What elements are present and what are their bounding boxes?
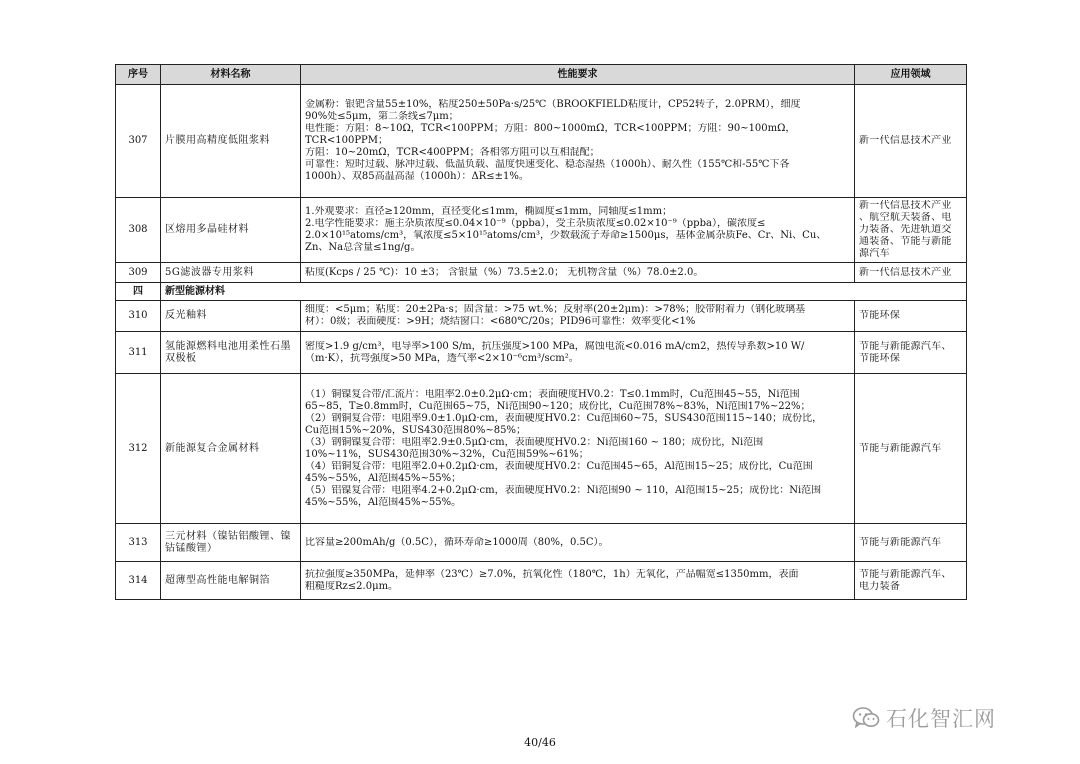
row-spec	[301, 301, 855, 332]
row-seq: 307	[116, 85, 161, 198]
spec-line: 1.外观要求：直径≥120mm，直径变化≤1mm，椭圆度≤1mm，同轴度≤1mm；	[305, 206, 673, 217]
spec-line: 1000h）、双85高温高湿（1000h）：ΔR≤±1%。	[305, 171, 529, 182]
row-material-name: 5G滤波器专用浆料	[161, 263, 301, 283]
field-line: 通装备、节能与新能	[859, 236, 952, 247]
field-line: 节能环保	[859, 310, 901, 321]
table-row	[116, 524, 967, 562]
row-material-name: 超薄型高性能电解铜箔	[161, 562, 301, 600]
row-application-field	[855, 85, 967, 198]
row-spec	[301, 524, 855, 562]
spec-line: （m·K），抗弯强度>50 MPa，透气率<2×10⁻⁶cm³/scm²。	[305, 352, 579, 364]
spec-line: （4）铝铜复合带：电阻率2.0+0.2μΩ·cm，表面硬度HV0.2：Cu范围45~65，Al范围15~25；成份比，Cu范围	[305, 460, 813, 472]
table-row	[116, 374, 967, 524]
row-material-name: 反光釉料	[161, 301, 301, 332]
row-seq: 311	[116, 332, 161, 374]
watermark-text: 石化智汇网	[886, 707, 996, 731]
row-seq: 310	[116, 301, 161, 332]
spec-line: 2.电学性能要求：施主杂质浓度≤0.04×10⁻⁹（ppba），受主杂质浓度≤0.02×10⁻⁹（ppba），碳浓度≤	[305, 218, 766, 229]
spec-line: 电性能：方阻：8~10Ω，TCR<100PPM；方阻：800~1000mΩ，TCR<100PPM；方阻：90~100mΩ，	[305, 123, 796, 134]
row-spec	[301, 332, 855, 374]
table-row	[116, 85, 967, 198]
table-header-row	[116, 65, 967, 85]
row-spec	[301, 562, 855, 600]
field-line: 节能与新能源汽车	[859, 536, 942, 548]
row-spec	[301, 374, 855, 524]
row-seq: 312	[116, 374, 161, 524]
row-application-field	[855, 263, 967, 283]
spec-line: （5）铝镍复合带：电阻率4.2+0.2μΩ·cm，表面硬度HV0.2：Ni范围90 ~ 110，Al范围15~25；成份比：Ni范围	[305, 484, 822, 496]
row-seq: 309	[116, 263, 161, 283]
field-line: 节能与新能源汽车、	[859, 340, 952, 352]
spec-line: 90%处≤5μm，第二条线≤7μm；	[305, 111, 459, 122]
spec-line: 比容量≥200mAh/g（0.5C），循环寿命≥1000周（80%，0.5C）。	[305, 536, 609, 548]
row-application-field	[855, 562, 967, 600]
field-line: 、航空航天装备、电	[859, 212, 952, 223]
section-number: 四	[116, 283, 161, 301]
spec-line: （2）钢铜复合带：电阻率9.0±1.0μΩ·cm，表面硬度HV0.2：Cu范围60~75，SUS430范围115~140；成份比，	[305, 412, 823, 424]
spec-line: 粘度(Kcps / 25 ℃)：10 ±3； 含银量（%）73.5±2.0； 无机物含量（%）78.0±2.0。	[305, 266, 704, 278]
spec-line: 粗糙度Rz≤2.0μm。	[305, 580, 399, 592]
spec-line: 10%~11%，SUS430范围30%~32%，Cu范围59%~61%；	[305, 448, 589, 460]
row-application-field	[855, 332, 967, 374]
spec-line: 抗拉强度≥350MPa，延伸率（23℃）≥7.0%，抗氧化性（180℃，1h）无氧化，产品幅宽≤1350mm，表面	[305, 568, 799, 580]
row-application-field	[855, 198, 967, 263]
row-material-name: 新能源复合金属材料	[161, 374, 301, 524]
field-line: 新一代信息技术产业	[859, 200, 952, 211]
header-name: 材料名称	[161, 65, 301, 85]
row-seq: 308	[116, 198, 161, 263]
row-material-name: 区熔用多晶硅材料	[161, 198, 301, 263]
spec-line: 细度：<5μm；粘度：20±2Pa·s；固含量：>75 wt.%；反射率(20±2μm)：>78%；胶带附着力（钢化玻璃基	[305, 304, 806, 315]
spec-line: TCR<100PPM；	[305, 135, 389, 146]
spec-line: 方阻：10~20mΩ，TCR<400PPM；各相邻方阻可以互相混配；	[305, 147, 600, 158]
spec-line: 2.0×10¹⁵atoms/cm³，氧浓度≤5×10¹⁵atoms/cm³，少数载流子寿命≥1500μs，基体金属杂质Fe、Cr、Ni、Cu、	[305, 230, 827, 241]
spec-line: （3）钢铜镍复合带：电阻率2.9±0.5μΩ·cm，表面硬度HV0.2：Ni范围160 ~ 180；成份比，Ni范围	[305, 436, 764, 448]
row-material-name: 片膜用高精度低阻浆料	[161, 85, 301, 198]
spec-line: 材）：0级；表面硬度：>9H；烧结窗口：<680℃/20s；PID96可靠性：效率变化<1%	[305, 316, 696, 327]
section-title: 新型能源材料	[161, 283, 967, 301]
row-material-name: 三元材料（镍钴铝酸锂、镍钴锰酸锂）	[161, 524, 301, 562]
header-field: 应用领域	[855, 65, 967, 85]
row-spec	[301, 85, 855, 198]
spec-line: Zn、Na总含量≤1ng/g。	[305, 242, 421, 253]
table-row	[116, 263, 967, 283]
spec-line: 65~85，T≥0.8mm时，Cu范围65~75，Ni范围90~120；成份比，Cu范围78%~83%，Ni范围17%~22%；	[305, 400, 811, 412]
row-application-field	[855, 374, 967, 524]
field-line: 节能与新能源汽车	[859, 442, 942, 454]
row-seq: 313	[116, 524, 161, 562]
field-line: 新一代信息技术产业	[859, 266, 952, 278]
row-application-field	[855, 301, 967, 332]
spec-line: 45%~55%，Al范围45%~55%。	[305, 496, 462, 508]
field-line: 节能与新能源汽车、	[859, 568, 952, 580]
spec-line: 45%~55%，Al范围45%~55%；	[305, 472, 462, 484]
spec-line: （1）铜镍复合带/汇流片：电阻率2.0±0.2μΩ·cm；表面硬度HV0.2：T≤0.1mm时，Cu范围45~55，Ni范围	[305, 388, 800, 400]
header-seq: 序号	[116, 65, 161, 85]
table-row	[116, 301, 967, 332]
header-spec: 性能要求	[301, 65, 855, 85]
spec-line: 密度>1.9 g/cm³，电导率>100 S/m，抗压强度>100 MPa，腐蚀电流<0.016 mA/cm2，热传导系数>10 W/	[305, 340, 805, 352]
field-line: 电力装备	[859, 580, 901, 592]
field-line: 新一代信息技术产业	[859, 135, 952, 146]
row-material-name: 氢能源燃料电池用柔性石墨双极板	[161, 332, 301, 374]
row-seq: 314	[116, 562, 161, 600]
spec-line: Cu范围15%~20%，SUS430范围80%~85%；	[305, 424, 526, 436]
spec-line: 金属粉：银钯含量55±10%，粘度250±50Pa·s/25℃（BROOKFIELD粘度计，CP52转子，2.0PRM），细度	[305, 99, 801, 110]
row-spec	[301, 198, 855, 263]
section-row	[116, 283, 967, 301]
table-row	[116, 198, 967, 263]
row-application-field	[855, 524, 967, 562]
field-line: 节能环保	[859, 352, 901, 364]
materials-table	[115, 64, 967, 600]
wechat-icon	[852, 706, 880, 730]
watermark	[852, 703, 996, 733]
field-line: 力装备、先进轨道交	[859, 224, 952, 235]
spec-line: 可靠性：短时过载、脉冲过载、低温负载、温度快速变化、稳态湿热（1000h）、耐久性（155℃和-55℃下各	[305, 159, 790, 170]
page-number: 40/46	[524, 736, 556, 749]
table-row	[116, 562, 967, 600]
field-line: 源汽车	[859, 248, 890, 259]
table-row	[116, 332, 967, 374]
row-spec	[301, 263, 855, 283]
